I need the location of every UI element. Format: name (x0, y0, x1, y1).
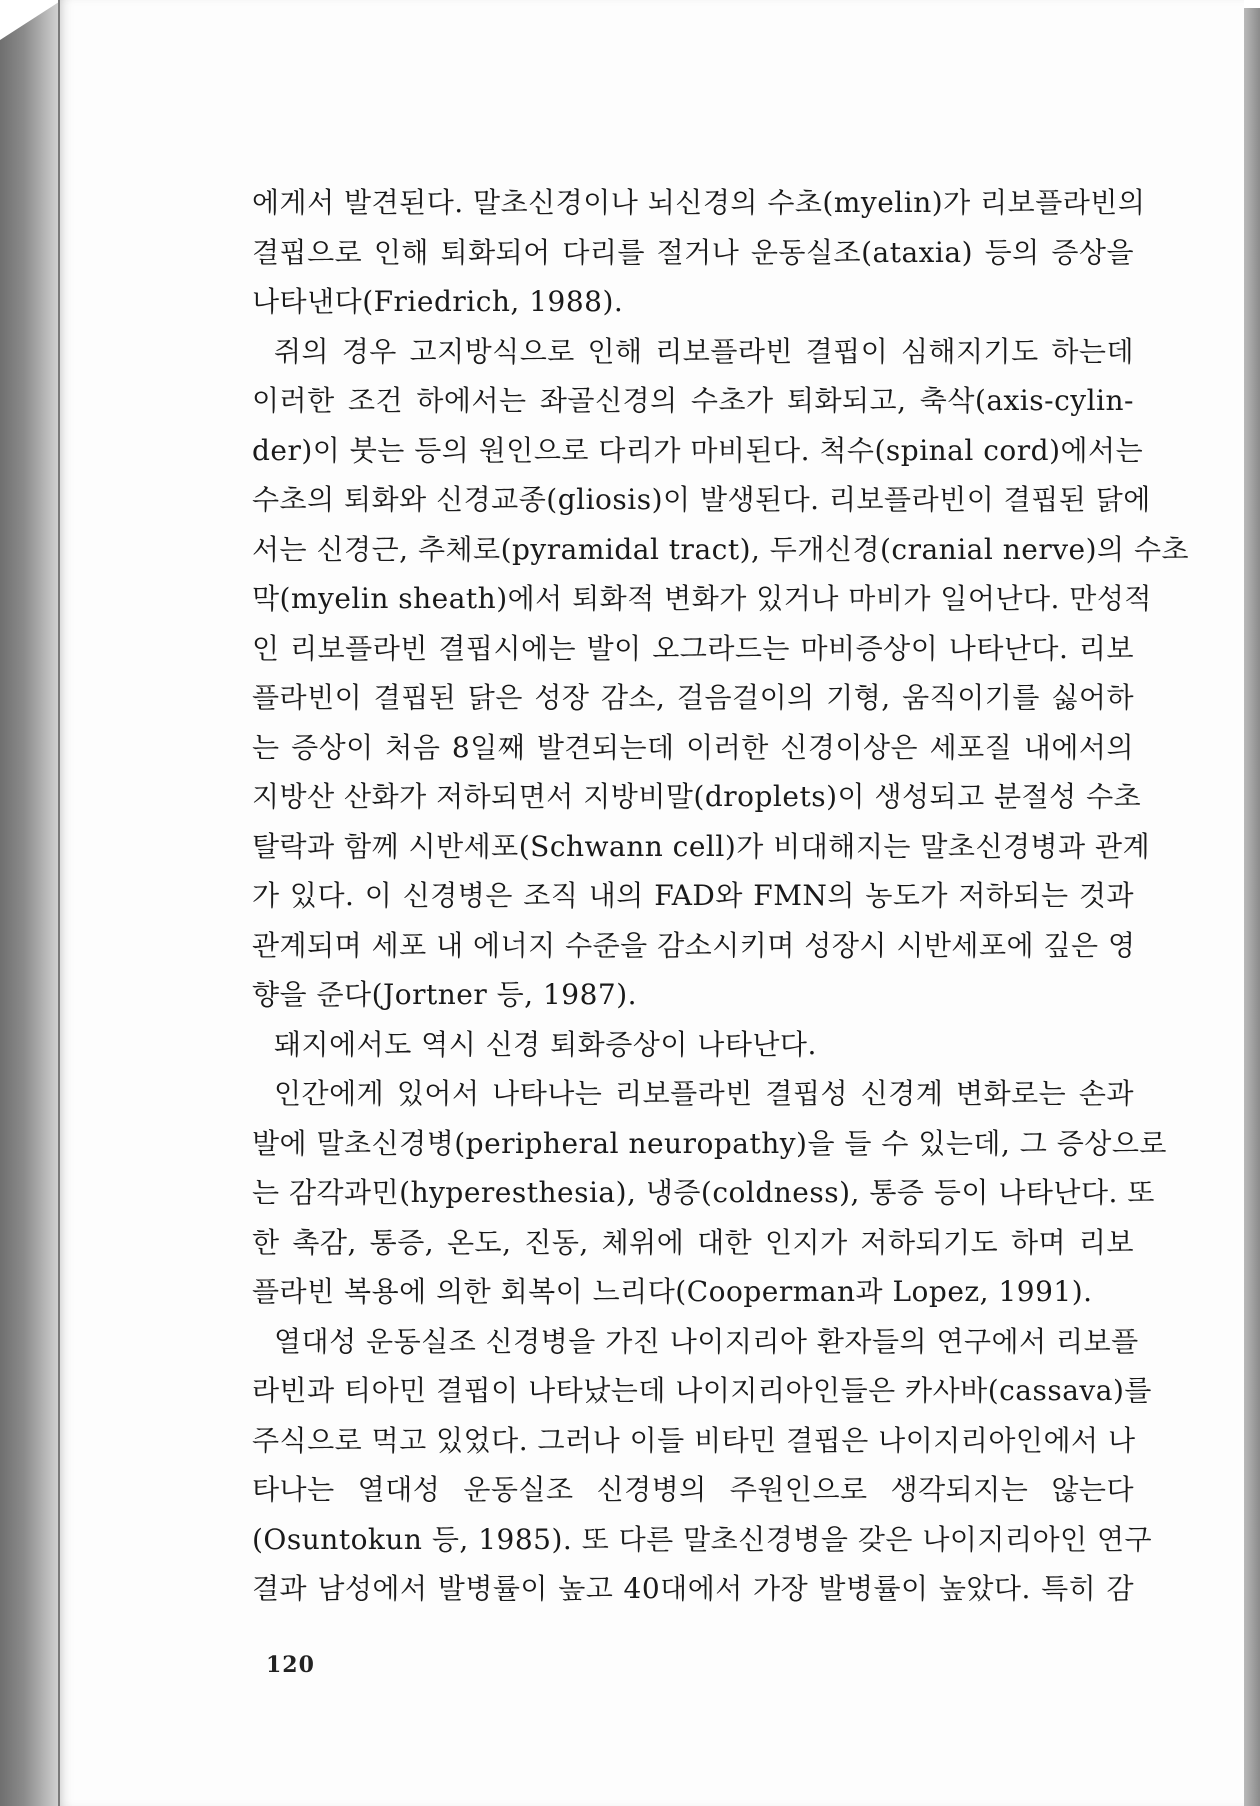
text-line: 결과 남성에서 발병률이 높고 40대에서 가장 발병률이 높았다. 특히 감 (252, 1572, 1134, 1605)
body-text (252, 178, 1190, 1614)
text-line: 는 증상이 처음 8일째 발견되는데 이러한 신경이상은 세포질 내에서의 (252, 730, 1134, 764)
text-line: 서는 신경근, 추체로(pyramidal tract), 두개신경(cranial nerve)의 수초 (252, 532, 1190, 566)
text-line: 막(myelin sheath)에서 퇴화적 변화가 있거나 마비가 일어난다. 만성적 (252, 582, 1152, 615)
text-line: 발에 말초신경병(peripheral neuropathy)을 들 수 있는데, 그 증상으로 (252, 1126, 1167, 1160)
text-line: 열대성 운동실조 신경병을 가진 나이지리아 환자들의 연구에서 리보플 (274, 1324, 1139, 1358)
text-line: 돼지에서도 역시 신경 퇴화증상이 나타난다. (274, 1027, 817, 1061)
text-line: 지방산 산화가 저하되면서 지방비말(droplets)이 생성되고 분절성 수초 (252, 780, 1142, 813)
page-number: 120 (266, 1652, 315, 1678)
text-line: 결핍으로 인해 퇴화되어 다리를 절거나 운동실조(ataxia) 등의 증상을 (252, 235, 1134, 269)
text-line: der)이 붓는 등의 원인으로 다리가 마비된다. 척수(spinal cord)에서는 (252, 433, 1144, 467)
text-line: 탈락과 함께 시반세포(Schwann cell)가 비대해지는 말초신경병과 관계 (252, 829, 1151, 863)
text-line: 플라빈 복용에 의한 회복이 느리다(Cooperman과 Lopez, 1991). (252, 1275, 1093, 1308)
text-line: 에게서 발견된다. 말초신경이나 뇌신경의 수초(myelin)가 리보플라빈의 (252, 186, 1146, 219)
text-line: 플라빈이 결핍된 닭은 성장 감소, 걸음걸이의 기형, 움직이기를 싫어하 (252, 681, 1134, 714)
book-spine (0, 0, 62, 1806)
text-line: 향을 준다(Jortner 등, 1987). (252, 978, 638, 1011)
text-line: 가 있다. 이 신경병은 조직 내의 FAD와 FMN의 농도가 저하되는 것과 (252, 879, 1134, 912)
text-line: 수초의 퇴화와 신경교종(gliosis)이 발생된다. 리보플라빈이 결핍된 닭에 (252, 483, 1151, 516)
text-line: 이러한 조건 하에서는 좌골신경의 수초가 퇴화되고, 축삭(axis-cylin- (252, 384, 1134, 417)
text-line: (Osuntokun 등, 1985). 또 다른 말초신경병을 갖은 나이지리아인 연구 (252, 1522, 1153, 1556)
text-line: 관계되며 세포 내 에너지 수준을 감소시키며 성장시 시반세포에 깊은 영 (252, 928, 1136, 962)
text-line: 라빈과 티아민 결핍이 나타났는데 나이지리아인들은 카사바(cassava)를 (252, 1374, 1152, 1407)
text-line: 한 촉감, 통증, 온도, 진동, 체위에 대한 인지가 저하되기도 하며 리보 (252, 1225, 1134, 1259)
text-line: 쥐의 경우 고지방식으로 인해 리보플라빈 결핍이 심해지기도 하는데 (274, 334, 1134, 368)
text-line: 타나는 열대성 운동실조 신경병의 주원인으로 생각되지는 않는다 (252, 1473, 1134, 1506)
text-line: 인간에게 있어서 나타나는 리보플라빈 결핍성 신경계 변화로는 손과 (274, 1077, 1134, 1110)
text-line: 는 감각과민(hyperesthesia), 냉증(coldness), 통증 등이 나타난다. 또 (252, 1176, 1155, 1209)
text-line: 인 리보플라빈 결핍시에는 발이 오그라드는 마비증상이 나타난다. 리보 (252, 631, 1134, 665)
text-line: 주식으로 먹고 있었다. 그러나 이들 비타민 결핍은 나이지리아인에서 나 (252, 1423, 1136, 1457)
text-line: 나타낸다(Friedrich, 1988). (252, 285, 624, 318)
